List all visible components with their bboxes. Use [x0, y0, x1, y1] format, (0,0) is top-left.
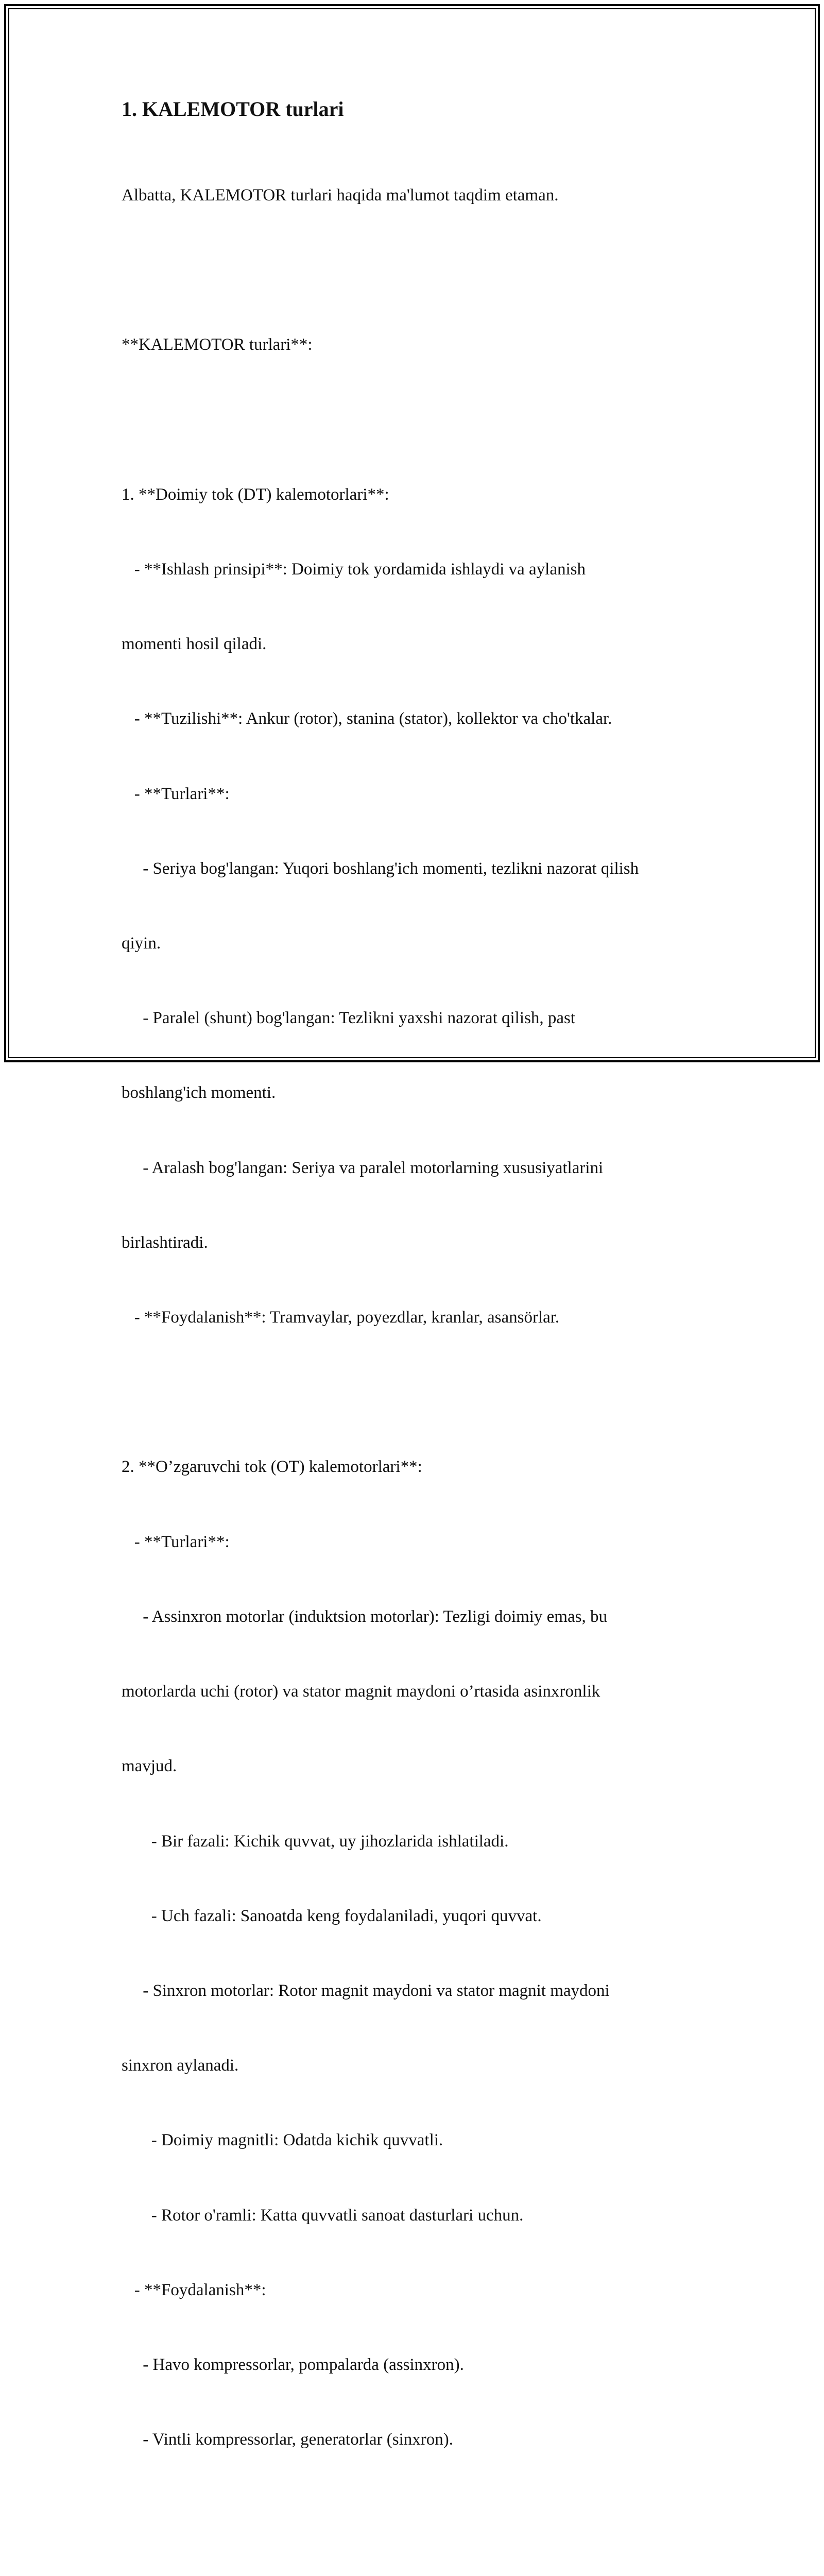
- text-line: - **Foydalanish**: Tramvaylar, poyezdlar, kranlar, asansörlar.: [122, 1308, 560, 1327]
- text-line: Albatta, KALEMOTOR turlari haqida ma'lumot taqdim etaman.: [122, 185, 559, 205]
- text-line: qiyin.: [122, 934, 161, 953]
- blank-line: [122, 2502, 714, 2527]
- text-line: - Havo kompressorlar, pompalarda (assinxron).: [122, 2355, 464, 2375]
- text-line: - Vintli kompressorlar, generatorlar (sinxron).: [122, 2430, 453, 2449]
- text-line: - Uch fazali: Sanoatda keng foydalaniladi, yuqori quvvat.: [122, 1906, 542, 1925]
- text-line: - Sinxron motorlar: Rotor magnit maydoni va stator magnit maydoni: [122, 1981, 610, 2001]
- blank-line: [122, 407, 714, 432]
- blank-line: [122, 258, 714, 282]
- text-line: sinxron aylanadi.: [122, 2056, 239, 2075]
- text-line: boshlang'ich momenti.: [122, 1083, 276, 1103]
- text-line: - **Foydalanish**:: [122, 2280, 266, 2299]
- text-line: - Bir fazali: Kichik quvvat, uy jihozlarida ishlatiladi.: [122, 1832, 509, 1851]
- text-line: 1. **Doimiy tok (DT) kalemotorlari**:: [122, 485, 389, 504]
- section-heading: 1. KALEMOTOR turlari: [122, 97, 344, 121]
- text-line: mavjud.: [122, 1757, 177, 1776]
- blank-line: [122, 1380, 714, 1404]
- text-line: - Rotor o'ramli: Katta quvvatli sanoat dasturlari uchun.: [122, 2206, 524, 2225]
- text-line: motorlarda uchi (rotor) va stator magnit maydoni o’rtasida asinxronlik: [122, 1682, 600, 1701]
- text-line: - Doimiy magnitli: Odatda kichik quvvatli.: [122, 2131, 443, 2150]
- body-text: [122, 133, 714, 2576]
- text-line: 2. **O’zgaruvchi tok (OT) kalemotorlari**:: [122, 1458, 422, 1477]
- text-line: - Aralash bog'langan: Seriya va paralel motorlarning xususiyatlarini: [122, 1158, 604, 1177]
- text-line: - Paralel (shunt) bog'langan: Tezlikni yaxshi nazorat qilish, past: [122, 1009, 575, 1028]
- text-line: - **Turlari**:: [122, 1532, 230, 1551]
- text-line: - Seriya bog'langan: Yuqori boshlang'ich momenti, tezlikni nazorat qilish: [122, 859, 639, 878]
- text-line: momenti hosil qiladi.: [122, 635, 267, 654]
- text-line: - Assinxron motorlar (induktsion motorlar): Tezligi doimiy emas, bu: [122, 1607, 607, 1626]
- text-line: birlashtiradi.: [122, 1233, 208, 1252]
- text-line: - **Turlari**:: [122, 784, 230, 803]
- document-body: [122, 96, 714, 2576]
- text-line: - **Ishlash prinsipi**: Doimiy tok yordamida ishlaydi va aylanish: [122, 560, 586, 579]
- text-line: - **Tuzilishi**: Ankur (rotor), stanina (stator), kollektor va cho'tkalar.: [122, 709, 612, 728]
- text-line: **KALEMOTOR turlari**:: [122, 335, 313, 354]
